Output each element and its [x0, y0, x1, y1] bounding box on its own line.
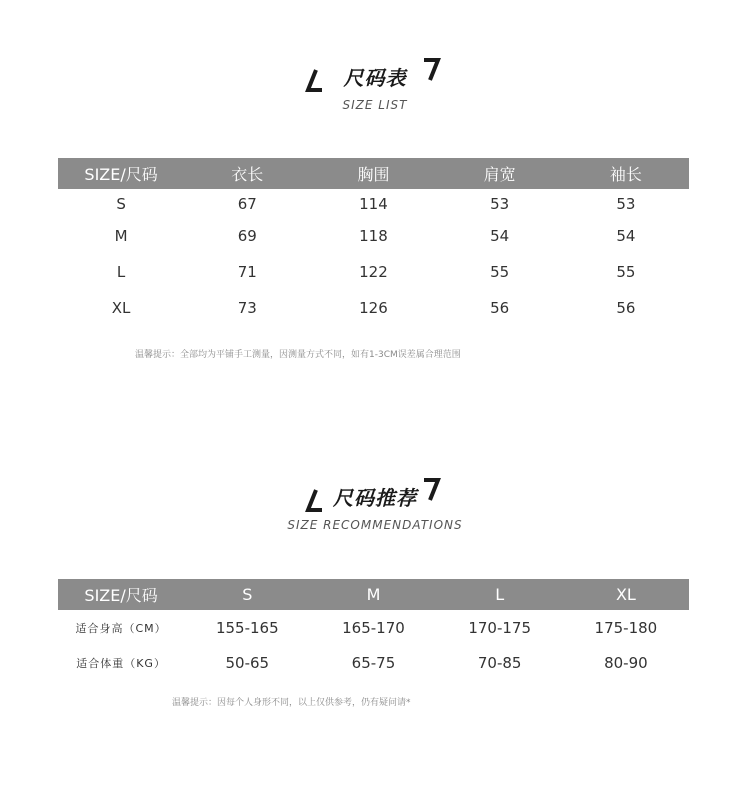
header-cell: L [437, 579, 563, 610]
table-cell: 56 [616, 299, 636, 317]
table-cell: 54 [616, 227, 636, 245]
table-cell: 70-85 [477, 654, 522, 672]
table-cell: 50-65 [225, 654, 270, 672]
size-recommend-subtitle: SIZE RECOMMENDATIONS [287, 518, 463, 532]
size-list-title: 尺码表 [343, 66, 407, 90]
table-cell: 65-75 [351, 654, 396, 672]
table-cell: 126 [359, 299, 388, 317]
table-cell: M [114, 227, 128, 245]
size-list-table [58, 158, 689, 326]
size-list-note: 温馨提示：全部均为平铺手工测量，因测量方式不同，如有1-3CM误差属合理范围 [135, 350, 461, 360]
size-recommend-table [58, 579, 689, 681]
table-cell: 170-175 [468, 618, 531, 637]
bracket-right-icon [420, 476, 444, 506]
table-cell: 73 [237, 299, 257, 317]
header-cell: SIZE/尺码 [58, 579, 184, 610]
table-cell: 56 [490, 299, 510, 317]
size-recommend-note: 温馨提示：因每个人身形不同，以上仅供参考，仍有疑问请* [172, 698, 411, 708]
table-cell: 114 [359, 194, 388, 213]
size-recommend-title: 尺码推荐 [333, 486, 417, 510]
table-cell: 165-170 [342, 618, 405, 637]
table-header-row [58, 158, 689, 189]
table-row [58, 610, 689, 645]
bracket-right-icon [420, 56, 444, 86]
table-header-row [58, 579, 689, 610]
table-row [58, 645, 689, 681]
table-cell: 54 [490, 227, 510, 245]
table-row [58, 254, 689, 290]
table-cell: 155-165 [215, 618, 279, 637]
header-cell: S [184, 579, 310, 610]
table-cell: XL [111, 299, 131, 317]
header-cell: 肩宽 [437, 158, 563, 189]
table-cell: 80-90 [604, 654, 648, 672]
table-cell: 55 [490, 263, 510, 281]
table-cell: 122 [359, 263, 388, 281]
header-cell: SIZE/尺码 [58, 158, 184, 189]
header-cell: M [310, 579, 436, 610]
table-row [58, 290, 689, 326]
table-cell: 53 [616, 194, 636, 213]
header-cell: 衣长 [184, 158, 310, 189]
header-cell: 胸围 [310, 158, 436, 189]
row-label: 适合身高（CM） [75, 621, 167, 635]
header-cell: 袖长 [563, 158, 689, 189]
table-cell: 55 [616, 263, 636, 281]
table-cell: 118 [359, 227, 388, 245]
table-row [58, 218, 689, 254]
table-cell: L [116, 263, 126, 281]
table-cell: S [116, 194, 126, 213]
table-cell: 53 [490, 194, 510, 213]
table-cell: 71 [237, 263, 257, 281]
row-label: 适合体重（KG） [76, 657, 166, 670]
table-cell: 69 [237, 227, 257, 245]
size-list-subtitle: SIZE LIST [342, 98, 408, 112]
table-row [58, 189, 689, 218]
table-cell: 175-180 [594, 618, 658, 637]
header-cell: XL [563, 579, 689, 610]
table-cell: 67 [237, 194, 257, 213]
